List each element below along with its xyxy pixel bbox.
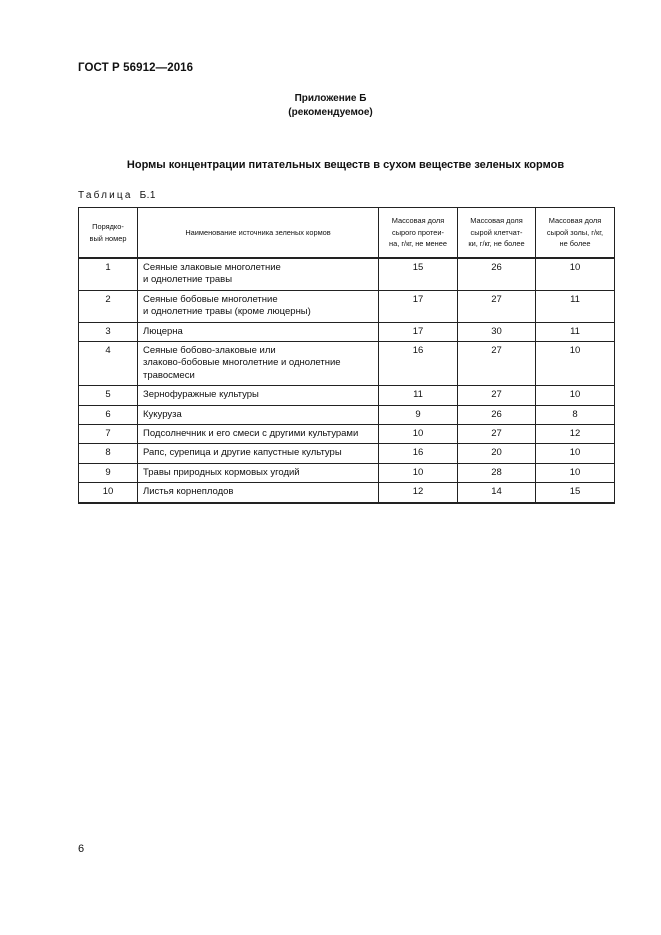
fiber-value: 27 — [458, 290, 536, 322]
table-row — [79, 258, 615, 290]
row-number: 6 — [79, 405, 138, 424]
feed-source-line: Зернофуражные культуры — [143, 389, 259, 401]
fiber-value: 30 — [458, 322, 536, 341]
ash-value: 8 — [536, 405, 615, 424]
section-heading: Нормы концентрации питательных веществ в сухом веществе зеленых кормов — [126, 159, 565, 171]
fiber-value: 27 — [458, 342, 536, 386]
row-number: 3 — [79, 322, 138, 341]
ash-value: 10 — [536, 463, 615, 482]
feed-source-line: Люцерна — [143, 325, 183, 337]
ash-value: 10 — [536, 342, 615, 386]
table-caption-number: Б.1 — [139, 190, 156, 201]
header-ash-line: не более — [559, 239, 591, 249]
feed-source-name — [138, 463, 379, 482]
row-number: 5 — [79, 386, 138, 405]
table-row — [79, 342, 615, 386]
protein-value: 11 — [379, 386, 458, 405]
header-fiber-line: Массовая доля — [470, 216, 523, 226]
fiber-value: 14 — [458, 483, 536, 503]
row-number: 1 — [79, 258, 138, 290]
feed-source-line: и однолетние травы (кроме люцерны) — [143, 306, 311, 318]
ash-value: 10 — [536, 386, 615, 405]
table-row — [79, 405, 615, 424]
feed-source-line: Подсолнечник и его смеси с другими культурами — [143, 428, 359, 440]
feed-source-line: Рапс, сурепица и другие капустные культуры — [143, 447, 342, 459]
table-row — [79, 322, 615, 341]
table-caption — [78, 190, 156, 201]
annex-heading — [0, 92, 661, 120]
header-num — [79, 208, 138, 259]
header-num-line: Порядко- — [92, 222, 124, 231]
feed-source-name — [138, 290, 379, 322]
feed-source-line: злаково-бобовые многолетние и однолетние — [143, 357, 341, 369]
table-row — [79, 290, 615, 322]
feed-source-name — [138, 425, 379, 444]
nutrient-norms-table — [78, 207, 615, 504]
feed-source-line: Травы природных кормовых угодий — [143, 466, 300, 478]
protein-value: 16 — [379, 342, 458, 386]
protein-value: 17 — [379, 322, 458, 341]
header-name: Наименование источника зеленых кормов — [138, 208, 379, 259]
fiber-value: 27 — [458, 425, 536, 444]
fiber-value: 20 — [458, 444, 536, 463]
feed-source-name — [138, 444, 379, 463]
row-number: 2 — [79, 290, 138, 322]
annex-title: Приложение Б — [294, 93, 367, 104]
header-fiber-line: сырой клетчат- — [470, 227, 523, 237]
ash-value: 12 — [536, 425, 615, 444]
protein-value: 12 — [379, 483, 458, 503]
feed-source-line: травосмеси — [143, 369, 195, 381]
protein-value: 15 — [379, 258, 458, 290]
standard-id: ГОСТ Р 56912—2016 — [78, 62, 194, 74]
protein-value: 10 — [379, 463, 458, 482]
feed-source-name — [138, 258, 379, 290]
protein-value: 16 — [379, 444, 458, 463]
table-row — [79, 463, 615, 482]
ash-value: 15 — [536, 483, 615, 503]
feed-source-name — [138, 483, 379, 503]
feed-source-name — [138, 322, 379, 341]
row-number: 7 — [79, 425, 138, 444]
header-protein — [379, 208, 458, 259]
header-ash-line: сырой золы, г/кг, — [546, 227, 604, 237]
feed-source-line: Листья корнеплодов — [143, 486, 234, 498]
fiber-value: 26 — [458, 405, 536, 424]
header-protein-line: сырого протеи- — [392, 227, 444, 237]
feed-source-line: Кукуруза — [143, 408, 182, 420]
fiber-value: 26 — [458, 258, 536, 290]
feed-source-name — [138, 405, 379, 424]
fiber-value: 28 — [458, 463, 536, 482]
table-row — [79, 425, 615, 444]
feed-source-name — [138, 386, 379, 405]
protein-value: 9 — [379, 405, 458, 424]
table-row — [79, 444, 615, 463]
header-fiber-line: ки, г/кг, не более — [468, 239, 525, 249]
ash-value: 11 — [536, 290, 615, 322]
feed-source-line: Сеяные злаковые многолетние — [143, 262, 281, 273]
header-num-line: вый номер — [89, 233, 127, 243]
feed-source-line: и однолетние травы — [143, 274, 233, 286]
table-row — [79, 386, 615, 405]
table-caption-word: Таблица — [78, 190, 133, 201]
row-number: 9 — [79, 463, 138, 482]
fiber-value: 27 — [458, 386, 536, 405]
row-number: 10 — [79, 483, 138, 503]
protein-value: 17 — [379, 290, 458, 322]
ash-value: 11 — [536, 322, 615, 341]
header-protein-line: на, г/кг, не менее — [389, 239, 447, 249]
protein-value: 10 — [379, 425, 458, 444]
table-row — [79, 483, 615, 503]
header-ash — [536, 208, 615, 259]
header-protein-line: Массовая доля — [391, 216, 445, 226]
header-ash-line: Массовая доля — [548, 216, 602, 226]
ash-value: 10 — [536, 444, 615, 463]
feed-source-line: Сеяные бобовые многолетние — [143, 293, 278, 305]
row-number: 4 — [79, 342, 138, 386]
feed-source-line: Сеяные бобово-злаковые или — [143, 345, 276, 357]
feed-source-name — [138, 342, 379, 386]
row-number: 8 — [79, 444, 138, 463]
header-fiber — [458, 208, 536, 259]
ash-value: 10 — [536, 258, 615, 290]
table-header-row — [79, 208, 615, 259]
annex-status: (рекомендуемое) — [288, 107, 373, 118]
page-number: 6 — [78, 843, 85, 855]
